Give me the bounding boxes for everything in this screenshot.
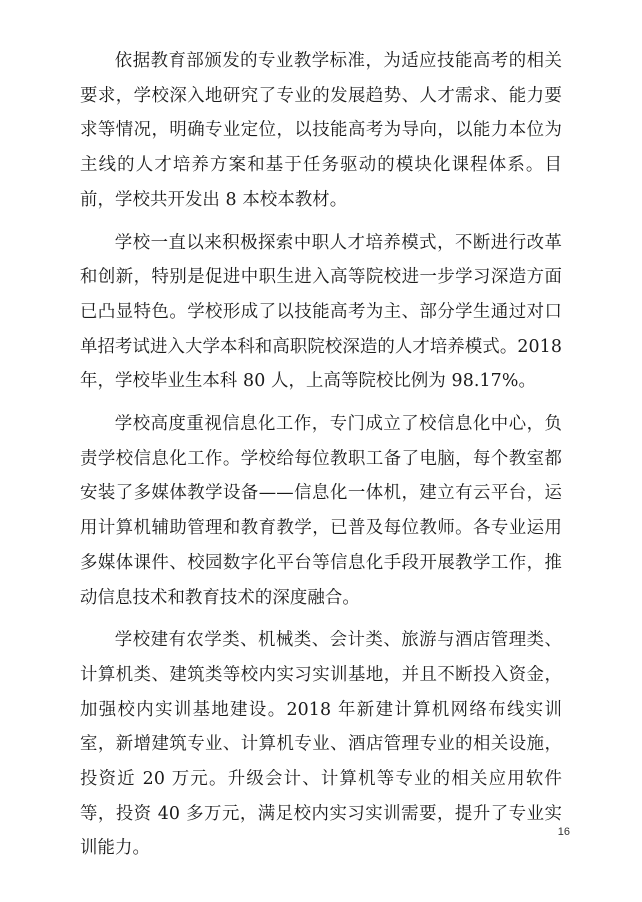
paragraph-practice-bases: 学校建有农学类、机械类、会计类、旅游与酒店管理类、计算机类、建筑类等校内实习实训基地，并且不断投入资金，加强校内实训基地建设。2018 年新建计算机网络布线实训室，新增建筑专业、计算机专业、酒店管理专业的相关设施，投资近 20 万元。升级会计、计算机等专业的相关应用软件等，投资 40 多万元，满足校内实习实训需要，提升了专业实训能力。 bbox=[80, 630, 562, 859]
page-number: 16 bbox=[557, 826, 570, 838]
paragraph-curriculum: 依据教育部颁发的专业教学标准，为适应技能高考的相关要求，学校深入地研究了专业的发展趋势、人才需求、能力要求等情况，明确专业定位，以技能高考为导向，以能力本位为主线的人才培养方案和基于任务驱动的模块化课程体系。目前，学校共开发出 8 本校本教材。 bbox=[80, 51, 562, 210]
paragraph-informatization: 学校高度重视信息化工作，专门成立了校信息化中心，负责学校信息化工作。学校给每位教职工备了电脑，每个教室都安装了多媒体教学设备——信息化一体机，建立有云平台，运用计算机辅助管理和教育教学，已普及每位教师。各专业运用多媒体课件、校园数字化平台等信息化手段开展教学工作，推动信息技术和教育技术的深度融合。 bbox=[80, 414, 562, 608]
document-body bbox=[80, 44, 562, 874]
paragraph-training-model: 学校一直以来积极探索中职人才培养模式，不断进行改革和创新，特别是促进中职生进入高等院校进一步学习深造方面已凸显特色。学校形成了以技能高考为主、部分学生通过对口单招考试进入大学本科和高职院校深造的人才培养模式。2018 年，学校毕业生本科 80 人，上高等院校比例为 98.17%。 bbox=[80, 232, 562, 392]
